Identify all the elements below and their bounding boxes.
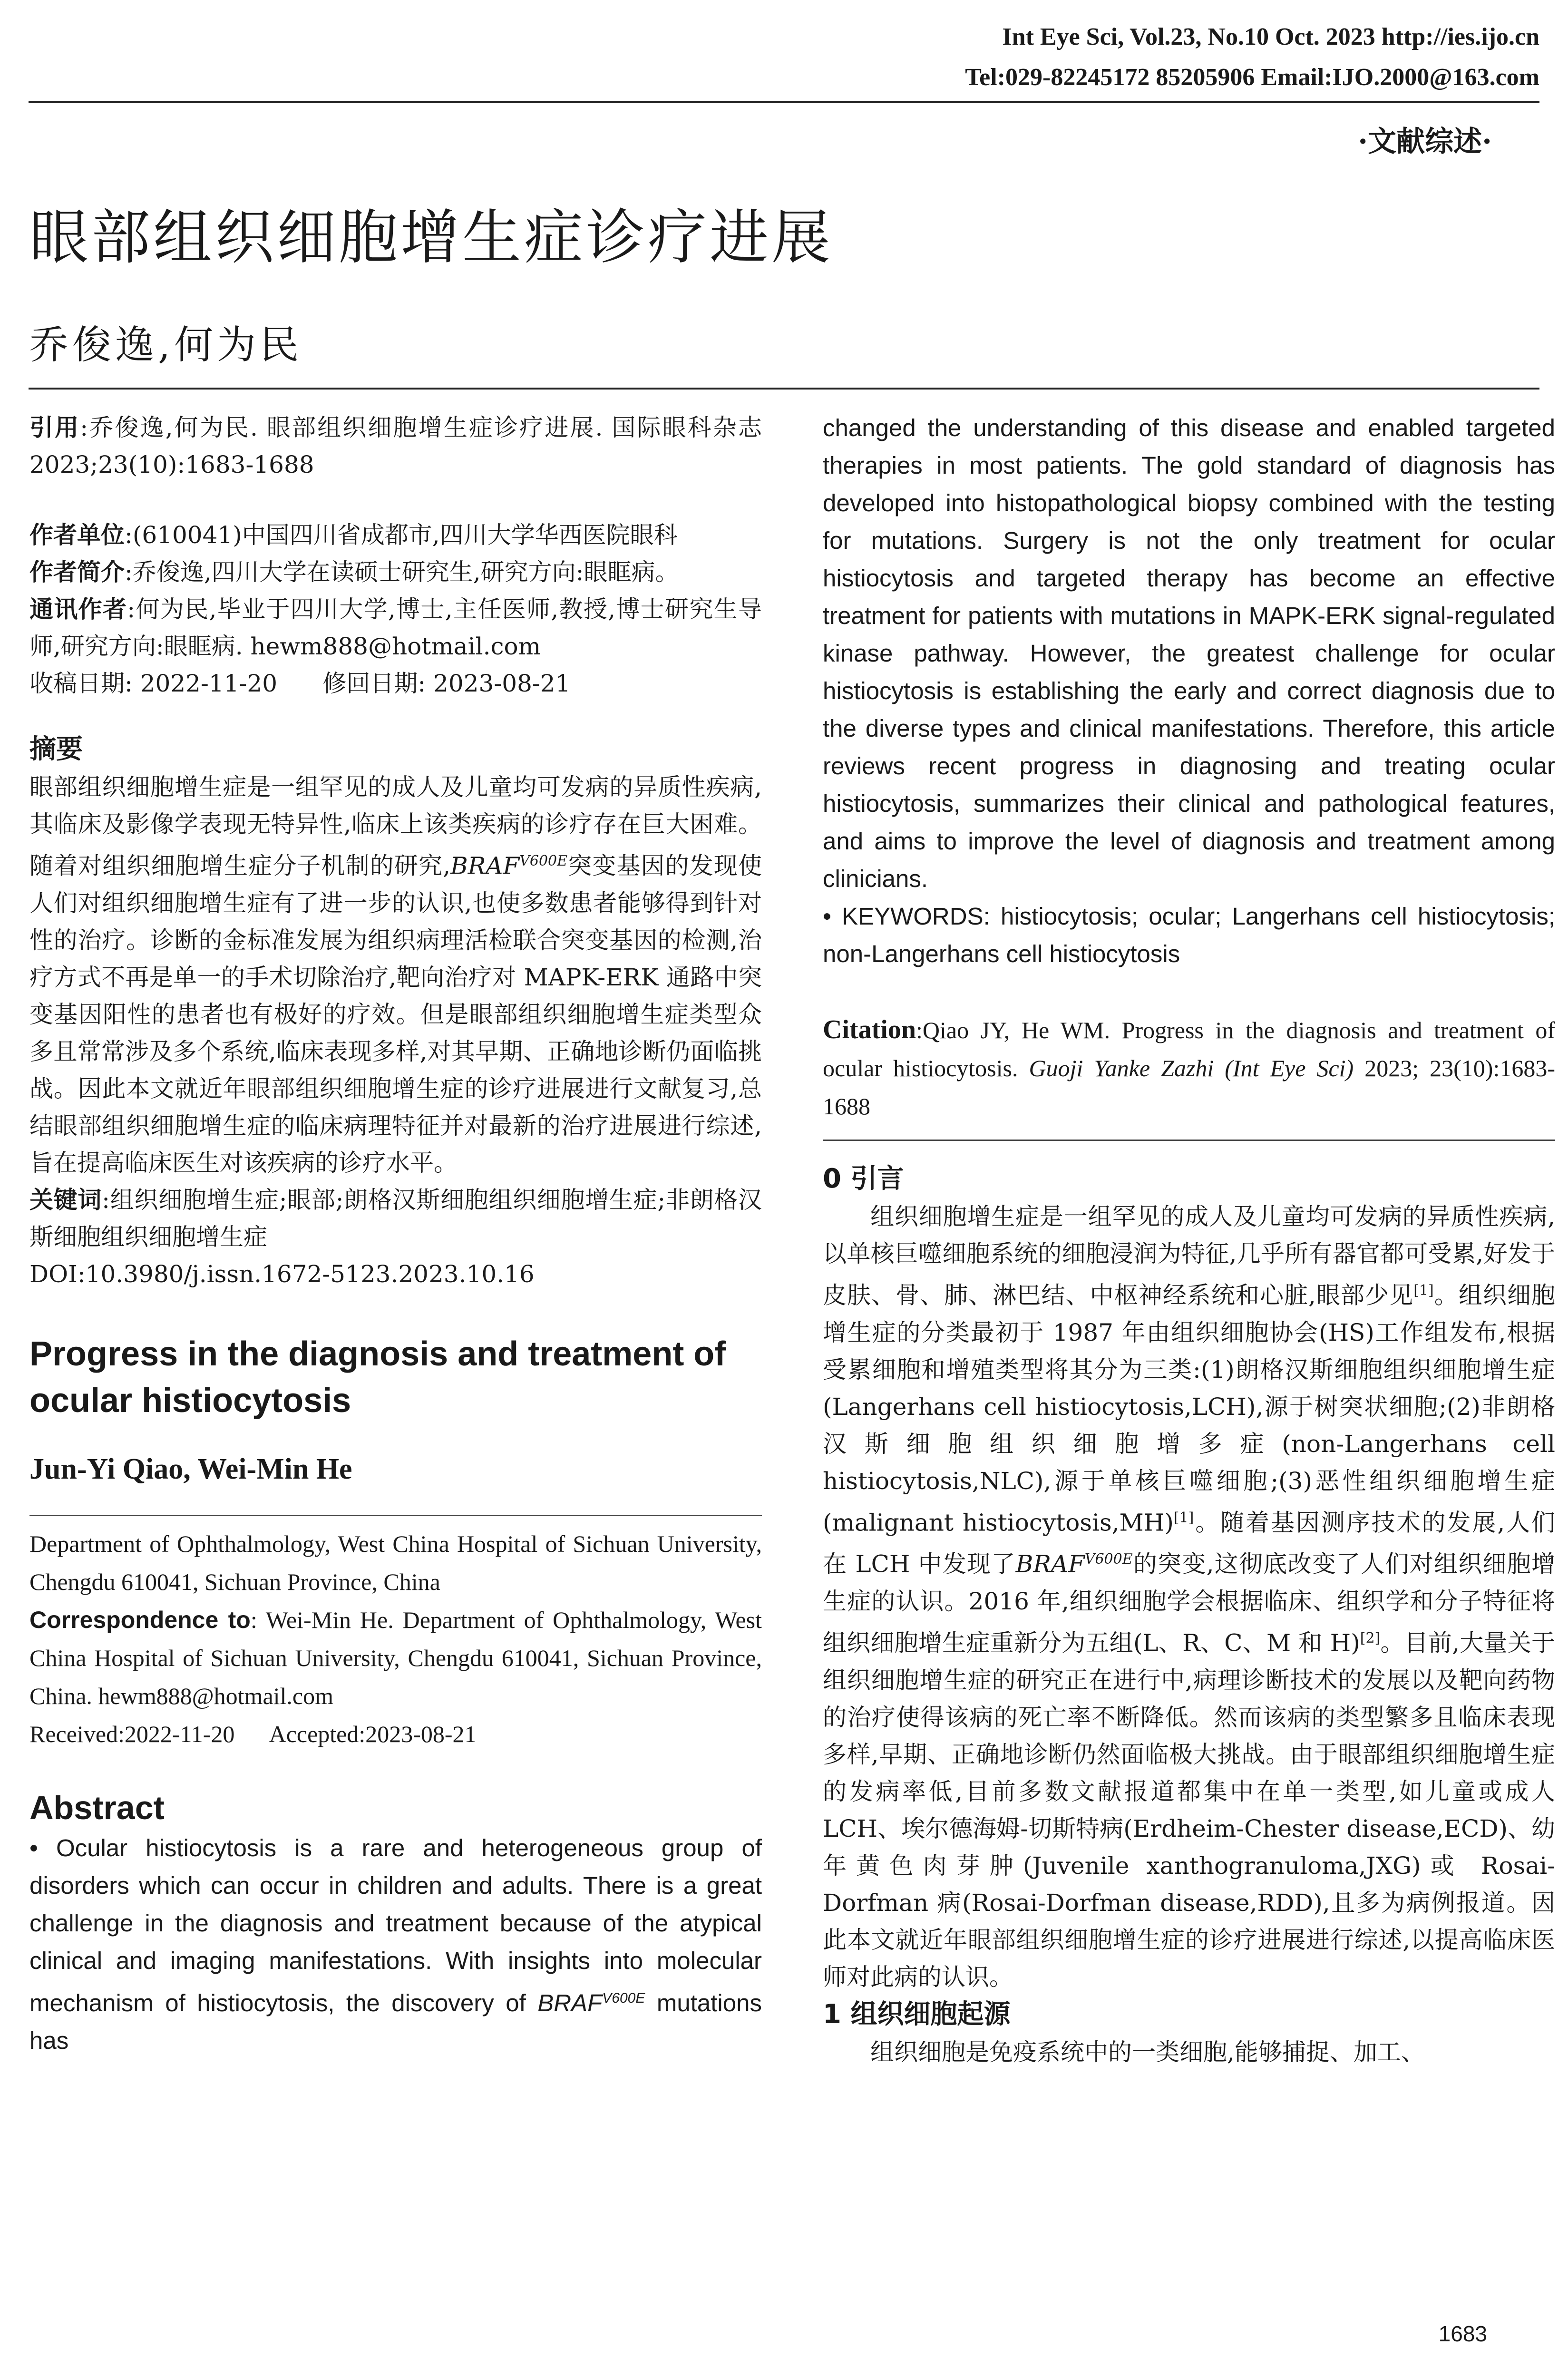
reference-marker: [1]	[1413, 1282, 1434, 1299]
abstract-english-continued: changed the understanding of this disease and enabled targeted therapies in most patients. The gold standard of diagnosis has developed into histopathological biopsy combined with the testing for mutations. Surgery is not the only treatment for ocular histiocytosis and targeted therapy has become an effective treatment for patients with mutations in MAPK-ERK signal-regulated kinase pathway. However, the greatest challenge for ocular histiocytosis is establishing the early and correct diagnosis due to the diverse types and clinical manifestations. Therefore, this article reviews recent progress in diagnosing and treating ocular histiocytosis, summarizes their clinical and pathological features, and aims to improve the level of diagnosis and treatment among clinicians.	[823, 414, 1555, 892]
abstract-cn-part1: 眼部组织细胞增生症是一组罕见的成人及儿童均可发病的异质性疾病,其临床及影像学表现无特异性,临床上该类疾病的诊疗存在巨大困难。随着对组织细胞增生症分子机制的研究,	[29, 773, 762, 880]
abstract-cn-heading: 摘要	[29, 734, 83, 765]
section-tag: ·文献综述·	[1358, 125, 1492, 158]
title-divider	[29, 388, 1539, 390]
correspondence-english	[29, 1601, 762, 1715]
correspondence-english-label: Correspondence to	[29, 1606, 251, 1633]
author-bio-cn	[29, 554, 762, 591]
citation-english-journal: Guoji Yanke Zazhi (Int Eye Sci)	[1029, 1055, 1354, 1081]
corresponding-author-cn-label: 通讯作者	[29, 595, 127, 623]
header-contact-info: Tel:029-82245172 85205906 Email:IJO.2000@163.com	[965, 64, 1539, 91]
keywords-cn-text: :组织细胞增生症;眼部;朗格汉斯细胞组织细胞增生症;非朗格汉斯细胞组织细胞增生症	[29, 1186, 762, 1251]
affiliation-english: Department of Ophthalmology, West China Hospital of Sichuan University, Chengdu 610041, Sichuan Province, China	[29, 1530, 762, 1595]
citation-english	[823, 1011, 1555, 1125]
keywords-cn	[29, 1181, 762, 1256]
correspondence-english-text: : Wei-Min He. Department of Ophthalmology, West China Hospital of Sichuan University, Chengdu 610041, Sichuan Province, China. hewm888@hotmail.com	[29, 1606, 762, 1709]
affiliation-cn-label: 作者单位	[29, 521, 125, 549]
gene-braf-english: BRAF	[537, 1989, 603, 2017]
citation-cn-text: :乔俊逸,何为民. 眼部组织细胞增生症诊疗进展. 国际眼科杂志 2023;23(10):1683-1688	[29, 414, 762, 478]
keywords-cn-label: 关键词	[29, 1186, 102, 1214]
intro-text-4: 的突变,这彻底改变了人们对组织细胞增生症的认识。2016 年,组织细胞学会根据临床、组织学和分子特征将组织细胞增生症重新分为五组(L、R、C、M 和 H)	[823, 1550, 1555, 1657]
gene-braf-mutation: V600E	[519, 853, 568, 869]
affiliation-cn-text: :(610041)中国四川省成都市,四川大学华西医院眼科	[125, 521, 678, 549]
header-journal-info: Int Eye Sci, Vol.23, No.10 Oct. 2023 http://ies.ijo.cn	[1002, 23, 1539, 50]
citation-cn-label: 引用	[29, 414, 80, 441]
gene-braf: BRAF	[450, 852, 520, 880]
author-bio-cn-text: :乔俊逸,四川大学在读硕士研究生,研究方向:眼眶病。	[125, 558, 679, 586]
dates-cn: 收稿日期: 2022-11-20 修回日期: 2023-08-21	[29, 670, 571, 697]
article-title: 眼部组织细胞增生症诊疗进展	[29, 204, 834, 272]
citation-cn	[29, 409, 762, 483]
keywords-english: • KEYWORDS: histiocytosis; ocular; Langerhans cell histiocytosis; non-Langerhans cell histiocytosis	[823, 903, 1555, 967]
gene-braf-intro: BRAF	[1015, 1550, 1085, 1578]
section1-heading: 1 组织细胞起源	[823, 1998, 1011, 2030]
abstract-english-heading: Abstract	[29, 1789, 165, 1826]
intro-text-1: 组织细胞增生症是一组罕见的成人及儿童均可发病的异质性疾病,以单核巨噬细胞系统的细胞浸润为特征,几乎所有器官都可受累,好发于皮肤、骨、肺、淋巴结、中枢神经系统和心脏,眼部少见	[823, 1203, 1555, 1309]
section1-paragraph: 组织细胞是免疫系统中的一类细胞,能够捕捉、加工、	[870, 2038, 1425, 2066]
right-column	[823, 409, 1555, 2071]
journal-header	[29, 23, 1539, 104]
article-title-english: Progress in the diagnosis and treatment of ocular histiocytosis	[29, 1335, 726, 1420]
dates-english: Received:2022-11-20 Accepted:2023-08-21	[29, 1720, 477, 1747]
intro-text-2: 。组织细胞增生症的分类最初于 1987 年由组织细胞协会(HS)工作组发布,根据受累细胞和增殖类型将其分为三类:(1)朗格汉斯细胞组织细胞增生症(Langerhans cell histiocytosis,LCH),源于树突状细胞;(2)非朗格汉斯细胞组织细胞增多症(non-Langerhans cell histiocytosis,NLC),源于单核巨噬细胞;(3)恶性组织细胞增生症(malignant histiocytosis,MH)	[823, 1281, 1555, 1537]
abstract-cn-part2: 突变基因的发现使人们对组织细胞增生症有了进一步的认识,也使多数患者能够得到针对性的治疗。诊断的金标准发展为组织病理活检联合突变基因的检测,治疗方式不再是单一的手术切除治疗,靶向治疗对 MAPK-ERK 通路中突变基因阳性的患者也有极好的疗效。但是眼部组织细胞增生症类型众多且常常涉及多个系统,临床表现多样,对其早期、正确地诊断仍面临挑战。因此本文就近年眼部组织细胞增生症的诊疗进展进行文献复习,总结眼部组织细胞增生症的临床病理特征并对最新的治疗进展进行综述,旨在提高临床医生对该疾病的诊疗水平。	[29, 852, 762, 1177]
doi: DOI:10.3980/j.issn.1672-5123.2023.10.16	[29, 1260, 535, 1288]
page-number: 1683	[1438, 2321, 1487, 2346]
authors-chinese: 乔俊逸,何为民	[29, 322, 303, 368]
affiliation-cn	[29, 516, 762, 554]
gene-braf-intro-mutation: V600E	[1084, 1551, 1133, 1568]
abstract-english	[29, 1829, 762, 2059]
intro-heading: 0 引言	[823, 1163, 904, 1194]
gene-braf-english-mutation: V600E	[602, 1990, 645, 2006]
corresponding-author-cn	[29, 591, 762, 665]
left-column	[29, 409, 762, 2059]
intro-paragraph	[823, 1198, 1555, 1996]
author-bio-cn-label: 作者简介	[29, 558, 125, 586]
authors-english: Jun-Yi Qiao, Wei-Min He	[29, 1452, 352, 1485]
intro-text-5: 。目前,大量关于组织细胞增生症的研究正在进行中,病理诊断技术的发展以及靶向药物的治疗使得该病的死亡率不断降低。然而该病的类型繁多且临床表现多样,早期、正确地诊断仍然面临极大挑战。由于眼部组织细胞增生症的发病率低,目前多数文献报道都集中在单一类型,如儿童或成人 LCH、埃尔德海姆-切斯特病(Erdheim-Chester disease,ECD)、幼年黄色肉芽肿(Juvenile xanthogranuloma,JXG)或 Rosai-Dorfman 病(Rosai-Dorfman disease,RDD),且多为病例报道。因此本文就近年眼部组织细胞增生症的诊疗进展进行综述,以提高临床医师对此病的认识。	[823, 1629, 1555, 1991]
corresponding-author-cn-text: :何为民,毕业于四川大学,博士,主任医师,教授,博士研究生导师,研究方向:眼眶病. hewm888@hotmail.com	[29, 595, 762, 660]
intro-text-3: 。随着基因测序技术的发展,人们在 LCH 中发现了	[823, 1509, 1555, 1578]
header-divider	[29, 101, 1539, 103]
citation-english-text: :Qiao JY, He WM. Progress in the diagnosis and treatment of ocular histiocytosis.	[823, 1017, 1555, 1081]
citation-english-label: Citation	[823, 1015, 916, 1044]
reference-marker: [1]	[1173, 1509, 1194, 1526]
citation-english-volume: 2023; 23(10):1683-1688	[823, 1055, 1556, 1120]
abstract-english-part1: • Ocular histiocytosis is a rare and heterogeneous group of disorders which can occur in children and adults. There is a great challenge in the diagnosis and treatment because of the atypical clinical and imaging manifestations. With insights into molecular mechanism of histiocytosis, the discovery of	[29, 1834, 762, 2017]
abstract-cn	[29, 769, 762, 1181]
abstract-english-part2: mutations has	[29, 1989, 762, 2054]
reference-marker: [2]	[1360, 1629, 1381, 1646]
